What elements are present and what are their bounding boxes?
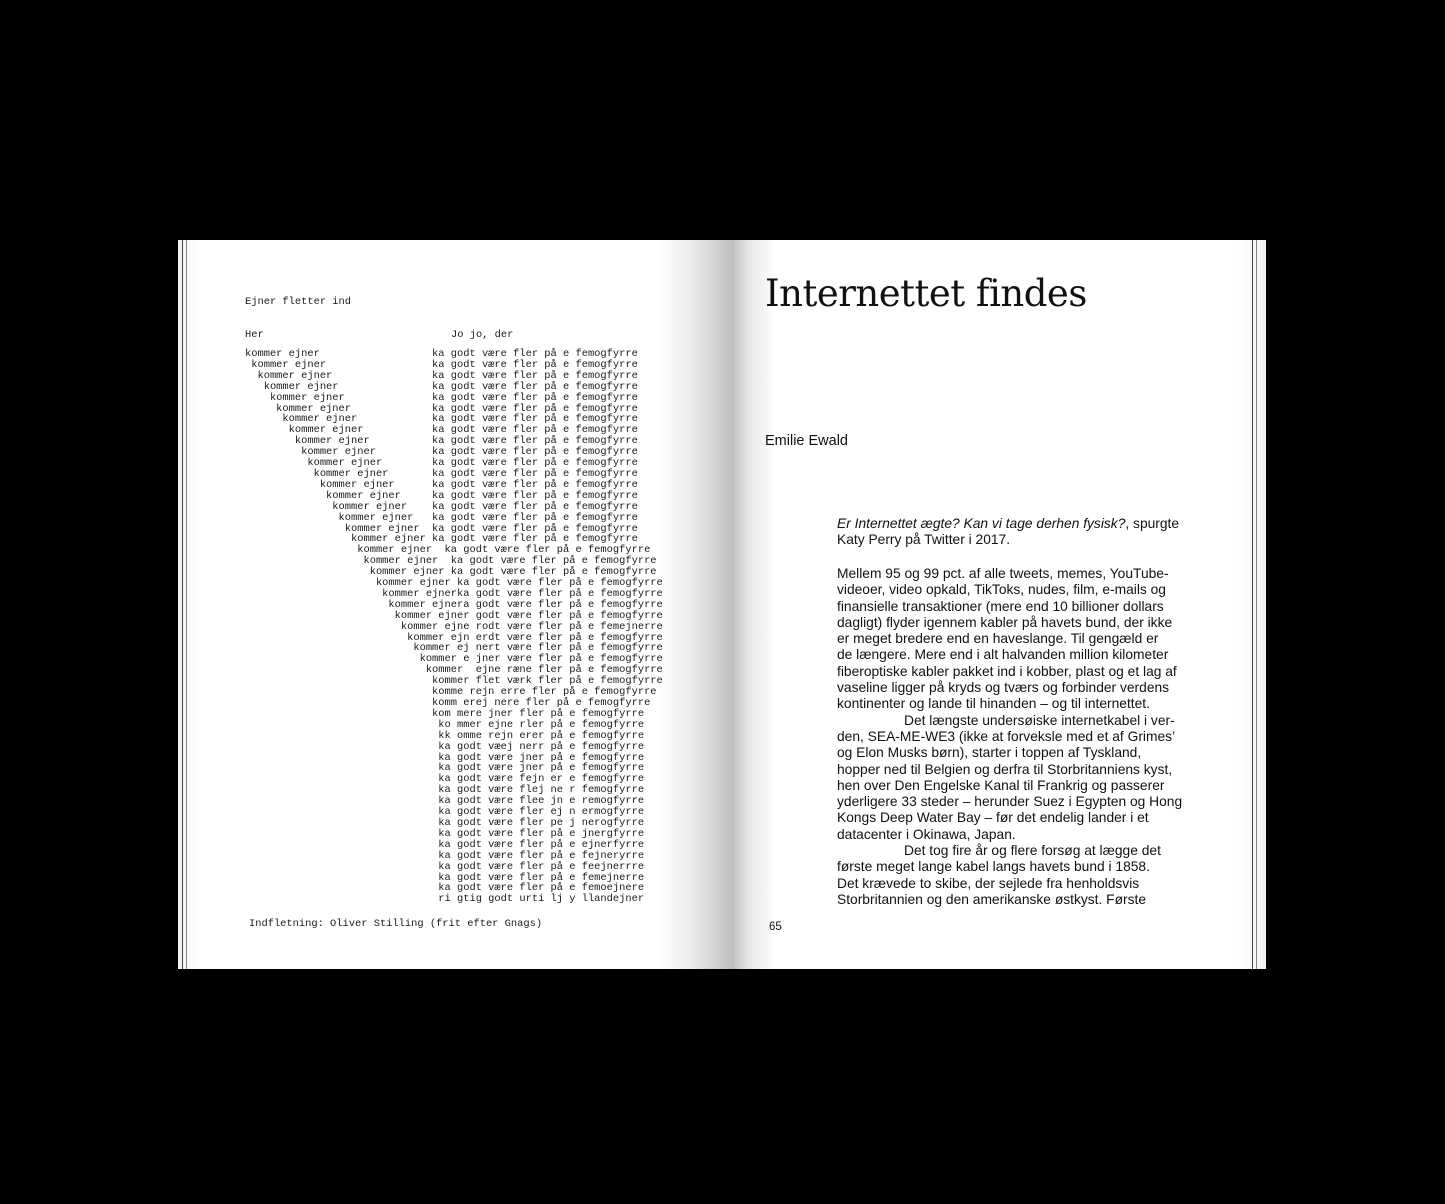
body-line: kontinenter og lande til hinanden – og til internettet. xyxy=(837,696,1150,712)
poem-line: kommer ejner ka godt være fler på e femogfyrre xyxy=(245,533,638,546)
poem-column-label-left: Her xyxy=(245,329,264,341)
poem-line: kommer ejner ka godt være fler på e femogfyrre xyxy=(245,478,638,491)
body-line: Kongs Deep Water Bay – før det endelig lander i et xyxy=(837,810,1149,826)
poem-line: kommer ejne ræne fler på e femogfyrre xyxy=(245,664,663,677)
body-line: Det tog fire år og flere forsøg at lægge det xyxy=(904,843,1161,859)
poem-line: kommer ejner ka godt være fler på e femogfyrre xyxy=(245,435,638,448)
poem-line: kommer ejner ka godt være fler på e femogfyrre xyxy=(245,369,638,382)
poem-line: kommer ejner ka godt være fler på e femogfyrre xyxy=(245,358,638,371)
right-page-edge xyxy=(1252,240,1253,969)
book-spread xyxy=(178,240,1266,969)
poem-line: kommer ejner ka godt være fler på e femogfyrre xyxy=(245,391,638,404)
poem-line: kommer ejner ka godt være fler på e femogfyrre xyxy=(245,467,638,480)
body-paragraph-1 xyxy=(837,566,1217,713)
poem-line: kom mere jner fler på e femogfyrre xyxy=(245,707,645,720)
right-page-edge-inner xyxy=(1256,240,1257,969)
body-line: første meget lange kabel langs havets bund i 1858. xyxy=(837,859,1150,875)
poem-line: ka godt være fler på e femejnerre xyxy=(245,871,645,884)
poem-line: kommer ejner godt være fler på e femogfyrre xyxy=(245,609,663,622)
poem-line: ka godt være flee jn e remogfyrre xyxy=(245,795,645,808)
poem-line: kommer ejner ka godt være fler på e femogfyrre xyxy=(245,511,638,524)
poem-line: kommer ejner ka godt være fler på e femogfyrre xyxy=(245,489,638,502)
poem-line: kommer ej nert være fler på e femogfyrre xyxy=(245,642,663,655)
body-line: finansielle transaktioner (mere end 10 billioner dollars xyxy=(837,598,1164,614)
poem-line: ka godt væej nerr på e femogfyrre xyxy=(245,740,645,753)
poem-line: ko mmer ejne rler på e femogfyrre xyxy=(245,718,645,731)
body-line: Storbritannien og den amerikanske østkyst. Første xyxy=(837,891,1147,907)
body-line: Det længste undersøiske internetkabel i ver- xyxy=(904,712,1175,728)
poem-line: kommer ejner ka godt være fler på e femogfyrre xyxy=(245,555,657,568)
body-line: hen over Den Engelske Kanal til Frankrig og passerer xyxy=(837,777,1165,793)
poem-line: ka godt være fler på e jnergfyrre xyxy=(245,827,645,840)
poem-line: kommer ejner ka godt være fler på e femogfyrre xyxy=(245,348,638,360)
body-line: og Elon Musks børn), starter i toppen af Tyskland, xyxy=(837,745,1142,761)
poem-line: kommer ejner ka godt være fler på e femogfyrre xyxy=(245,566,657,579)
poem-column-label-right: Jo jo, der xyxy=(451,329,514,341)
poem-line: kommer ejner ka godt være fler på e femogfyrre xyxy=(245,380,638,393)
poem-line: ka godt være fejn er e femogfyrre xyxy=(245,773,645,786)
poem-line: ka godt være fler på e femoejnere xyxy=(245,882,645,895)
article-author: Emilie Ewald xyxy=(765,433,848,449)
body-line: den, SEA-ME-WE3 (ikke at forveksle med et af Grimes’ xyxy=(837,728,1176,744)
poem-line: kommer ejner ka godt være fler på e femogfyrre xyxy=(245,402,638,415)
intro-paragraph xyxy=(837,516,1217,549)
page-number: 65 xyxy=(769,921,782,933)
article-title: Internettet findes xyxy=(765,272,1087,315)
poem-line: ka godt være fler på e feejnerrre xyxy=(245,860,645,873)
poem-heading: Ejner fletter ind xyxy=(245,296,352,308)
poem-line: kommer e jner være fler på e femogfyrre xyxy=(245,653,663,666)
intro-line-1-rest: , spurgte xyxy=(1125,516,1180,531)
poem-line: kommer ejner ka godt være fler på e femogfyrre xyxy=(245,446,638,459)
poem-line: kommer ejner ka godt være fler på e femogfyrre xyxy=(245,577,663,590)
poem-line: komme rejn erre fler på e femogfyrre xyxy=(245,686,657,699)
poem-line: kommer ejner ka godt være fler på e femogfyrre xyxy=(245,544,651,557)
poem-line: kommer ejner ka godt være fler på e femogfyrre xyxy=(245,424,638,437)
poem-line: ka godt være fler på e ejnerfyrre xyxy=(245,838,645,851)
body-line: dagligt) flyder igennem kabler på havets bund, der ikke xyxy=(837,614,1173,630)
body-paragraph-2 xyxy=(837,713,1217,843)
body-line: vaseline ligger på kryds og tværs og forbinder verdens xyxy=(837,680,1170,696)
body-line: datacenter i Okinawa, Japan. xyxy=(837,826,1016,842)
poem-line: kommer ejnerka godt være fler på e femogfyrre xyxy=(245,587,663,600)
poem-line: kommer ejner ka godt være fler på e femogfyrre xyxy=(245,522,638,535)
poem-line: ka godt være fler på e fejneryrre xyxy=(245,849,645,862)
poem-line: kommer ejn erdt være fler på e femogfyrre xyxy=(245,631,663,644)
poem-line: kk omme rejn erer på e femogfyrre xyxy=(245,729,645,742)
body-line: videoer, video opkald, TikToks, nudes, film, e-mails og xyxy=(837,582,1166,598)
body-line: Det krævede to skibe, der sejlede fra henholdsvis xyxy=(837,875,1140,891)
poem-line: kommer flet værk fler på e femogfyrre xyxy=(245,675,663,688)
body-line: yderligere 33 steder – herunder Suez i Egypten og Hong xyxy=(837,794,1183,810)
poem-line: ka godt være jner på e femogfyrre xyxy=(245,762,645,775)
poem-line: kommer ejne rodt være fler på e femejnerre xyxy=(245,620,663,633)
poem-line: ka godt være jner på e femogfyrre xyxy=(245,751,645,764)
intro-line-1 xyxy=(837,516,1217,532)
poem-line: kommer ejner ka godt være fler på e femogfyrre xyxy=(245,457,638,470)
poem-line: kommer ejner ka godt være fler på e femogfyrre xyxy=(245,500,638,513)
left-page-edge xyxy=(182,240,183,969)
body-line: de længere. Mere end i alt halvanden million kilometer xyxy=(837,647,1169,663)
poem-line: ka godt være flej ne r femogfyrre xyxy=(245,784,645,797)
intro-quote: Er Internettet ægte? Kan vi tage derhen fysisk? xyxy=(837,516,1126,531)
poem-line: ri gtig godt urti lj y llandejner xyxy=(245,893,645,906)
article-body xyxy=(837,566,1217,908)
body-line: fiberoptiske kabler pakket ind i kobber, plast og et lag af xyxy=(837,663,1177,679)
left-page-edge-inner xyxy=(186,240,187,969)
poem-credit: Indfletning: Oliver Stilling (frit efter Gnags) xyxy=(249,918,543,930)
poem-line: ka godt være fler pe j nerogfyrre xyxy=(245,816,645,829)
poem-line: komm erej nere fler på e femogfyrre xyxy=(245,697,651,709)
poem-line: kommer ejnera godt være fler på e femogfyrre xyxy=(245,598,663,611)
body-line: hopper ned til Belgien og derfra til Storbritanniens kyst, xyxy=(837,761,1173,777)
body-paragraph-3 xyxy=(837,843,1217,908)
intro-line-2: Katy Perry på Twitter i 2017. xyxy=(837,532,1011,548)
concrete-poem xyxy=(245,349,663,905)
body-line: er meget bredere end en haveslange. Til gengæld er xyxy=(837,631,1159,647)
poem-line: ka godt være fler ej n ermogfyrre xyxy=(245,806,645,819)
poem-line: kommer ejner ka godt være fler på e femogfyrre xyxy=(245,413,638,426)
body-line: Mellem 95 og 99 pct. af alle tweets, memes, YouTube- xyxy=(837,566,1169,581)
